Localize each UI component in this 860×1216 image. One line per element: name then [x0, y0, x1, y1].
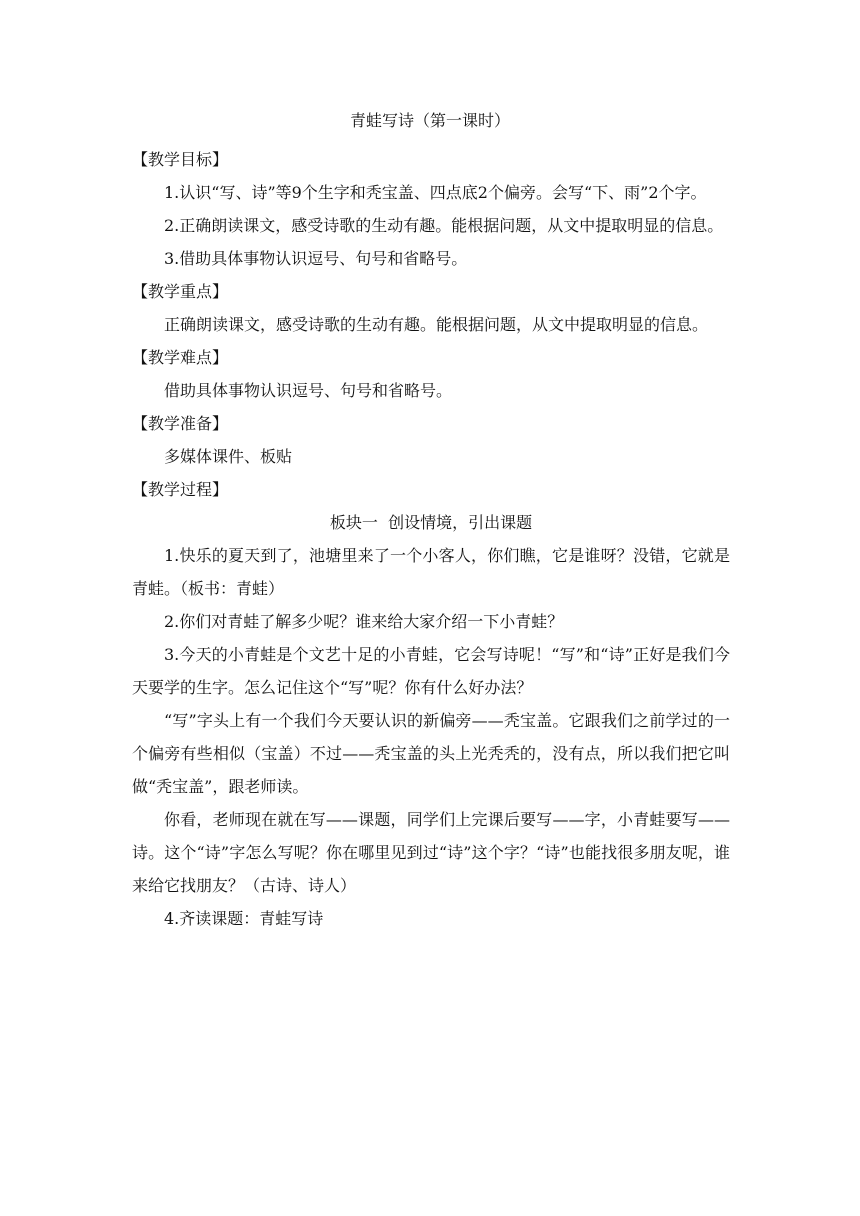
process-paragraph: “写”字头上有一个我们今天要认识的新偏旁——秃宝盖。它跟我们之前学过的一个偏旁有些相似（宝盖）不过——秃宝盖的头上光秃秃的，没有点，所以我们把它叫做“秃宝盖”，跟老师读。 [132, 711, 730, 796]
goals-heading: 【教学目标】 [132, 150, 229, 169]
process-paragraph: 1.快乐的夏天到了，池塘里来了一个小客人，你们瞧，它是谁呀？没错，它就是青蛙。（板书：青蛙） [132, 546, 730, 598]
document-title: 青蛙写诗（第一课时） [349, 111, 510, 130]
goal-item: 1.认识“写、诗”等9个生字和秃宝盖、四点底2个偏旁。会写“下、雨”2个字。 [164, 183, 707, 202]
preparation-text: 多媒体课件、板贴 [164, 447, 293, 466]
process-paragraph: 4.齐读课题：青蛙写诗 [164, 909, 324, 928]
document-body [132, 143, 730, 935]
key-points-text: 正确朗读课文，感受诗歌的生动有趣。能根据问题，从文中提取明显的信息。 [164, 315, 709, 334]
block-title: 板块一 创设情境，引出课题 [329, 513, 533, 532]
preparation-heading: 【教学准备】 [132, 414, 229, 433]
goal-item: 3.借助具体事物认识逗号、句号和省略号。 [164, 249, 468, 268]
difficulties-heading: 【教学难点】 [132, 348, 229, 367]
difficulties-text: 借助具体事物认识逗号、句号和省略号。 [164, 381, 453, 400]
process-heading: 【教学过程】 [132, 480, 229, 499]
key-points-heading: 【教学重点】 [132, 282, 229, 301]
process-paragraph: 你看，老师现在就在写——课题，同学们上完课后要写——字，小青蛙要写——诗。这个“诗”字怎么写呢？你在哪里见到过“诗”这个字？“诗”也能找很多朋友呢，谁来给它找朋友？（古诗、诗人） [132, 810, 730, 895]
process-paragraph: 2.你们对青蛙了解多少呢？谁来给大家介绍一下小青蛙？ [164, 612, 564, 631]
process-paragraph: 3.今天的小青蛙是个文艺十足的小青蛙，它会写诗呢！“写”和“诗”正好是我们今天要学的生字。怎么记住这个“写”呢？你有什么好办法？ [132, 645, 730, 697]
goal-item: 2.正确朗读课文，感受诗歌的生动有趣。能根据问题，从文中提取明显的信息。 [164, 216, 724, 235]
